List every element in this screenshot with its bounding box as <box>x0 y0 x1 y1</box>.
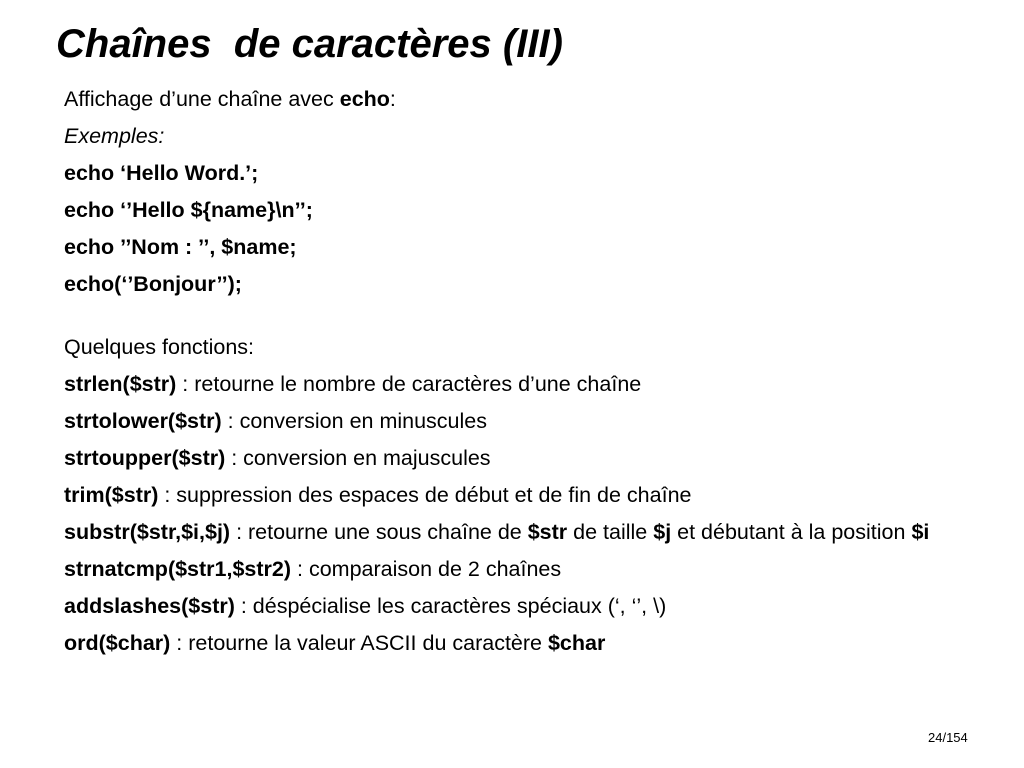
function-desc: : retourne une sous chaîne de <box>230 520 528 544</box>
echo-intro-text: Affichage d’une chaîne avec <box>64 87 340 111</box>
function-name: strnatcmp($str1,$str2) <box>64 557 292 581</box>
function-param: $char <box>547 631 606 655</box>
function-item <box>64 371 964 397</box>
function-desc: : retourne le nombre de caractères d’une chaîne <box>176 372 642 396</box>
function-desc: : comparaison de 2 chaînes <box>291 557 562 581</box>
function-name: trim($str) <box>64 483 159 507</box>
page-number: 24/154 <box>928 730 968 745</box>
function-desc: : suppression des espaces de début et de fin de chaîne <box>158 483 692 507</box>
echo-intro <box>64 86 964 112</box>
function-param: $j <box>653 520 672 544</box>
function-item <box>64 445 964 471</box>
function-item <box>64 556 964 582</box>
function-param: $i <box>911 520 930 544</box>
example-line: echo ’’Nom : ’’, $name; <box>64 235 297 259</box>
function-item <box>64 482 964 508</box>
page-title: Chaînes de caractères (III) <box>56 22 563 66</box>
function-item <box>64 593 964 619</box>
example-line: echo ‘Hello Word.’; <box>64 161 259 185</box>
section-spacer <box>64 297 964 334</box>
function-item <box>64 519 964 545</box>
function-name: strlen($str) <box>64 372 177 396</box>
echo-intro-colon: : <box>389 87 396 111</box>
function-item <box>64 630 964 656</box>
function-desc: : conversion en majuscules <box>225 446 491 470</box>
slide-content <box>64 86 964 656</box>
examples-label: Exemples: <box>64 124 165 148</box>
example-line: echo ‘’Hello ${name}\n’’; <box>64 198 313 222</box>
function-desc: : retourne la valeur ASCII du caractère <box>170 631 548 655</box>
function-desc: et débutant à la position <box>671 520 912 544</box>
function-desc: : déspécialise les caractères spéciaux (‘, ‘’, \) <box>234 594 667 618</box>
function-name: strtoupper($str) <box>64 446 226 470</box>
function-desc: : conversion en minuscules <box>221 409 487 433</box>
echo-keyword: echo <box>339 87 390 111</box>
function-name: strtolower($str) <box>64 409 222 433</box>
function-name: addslashes($str) <box>64 594 235 618</box>
function-param: $str <box>527 520 568 544</box>
function-name: substr($str,$i,$j) <box>64 520 231 544</box>
function-name: ord($char) <box>64 631 171 655</box>
functions-label: Quelques fonctions: <box>64 335 255 359</box>
example-line: echo(‘’Bonjour’’); <box>64 272 242 296</box>
function-desc: de taille <box>567 520 654 544</box>
function-item <box>64 408 964 434</box>
